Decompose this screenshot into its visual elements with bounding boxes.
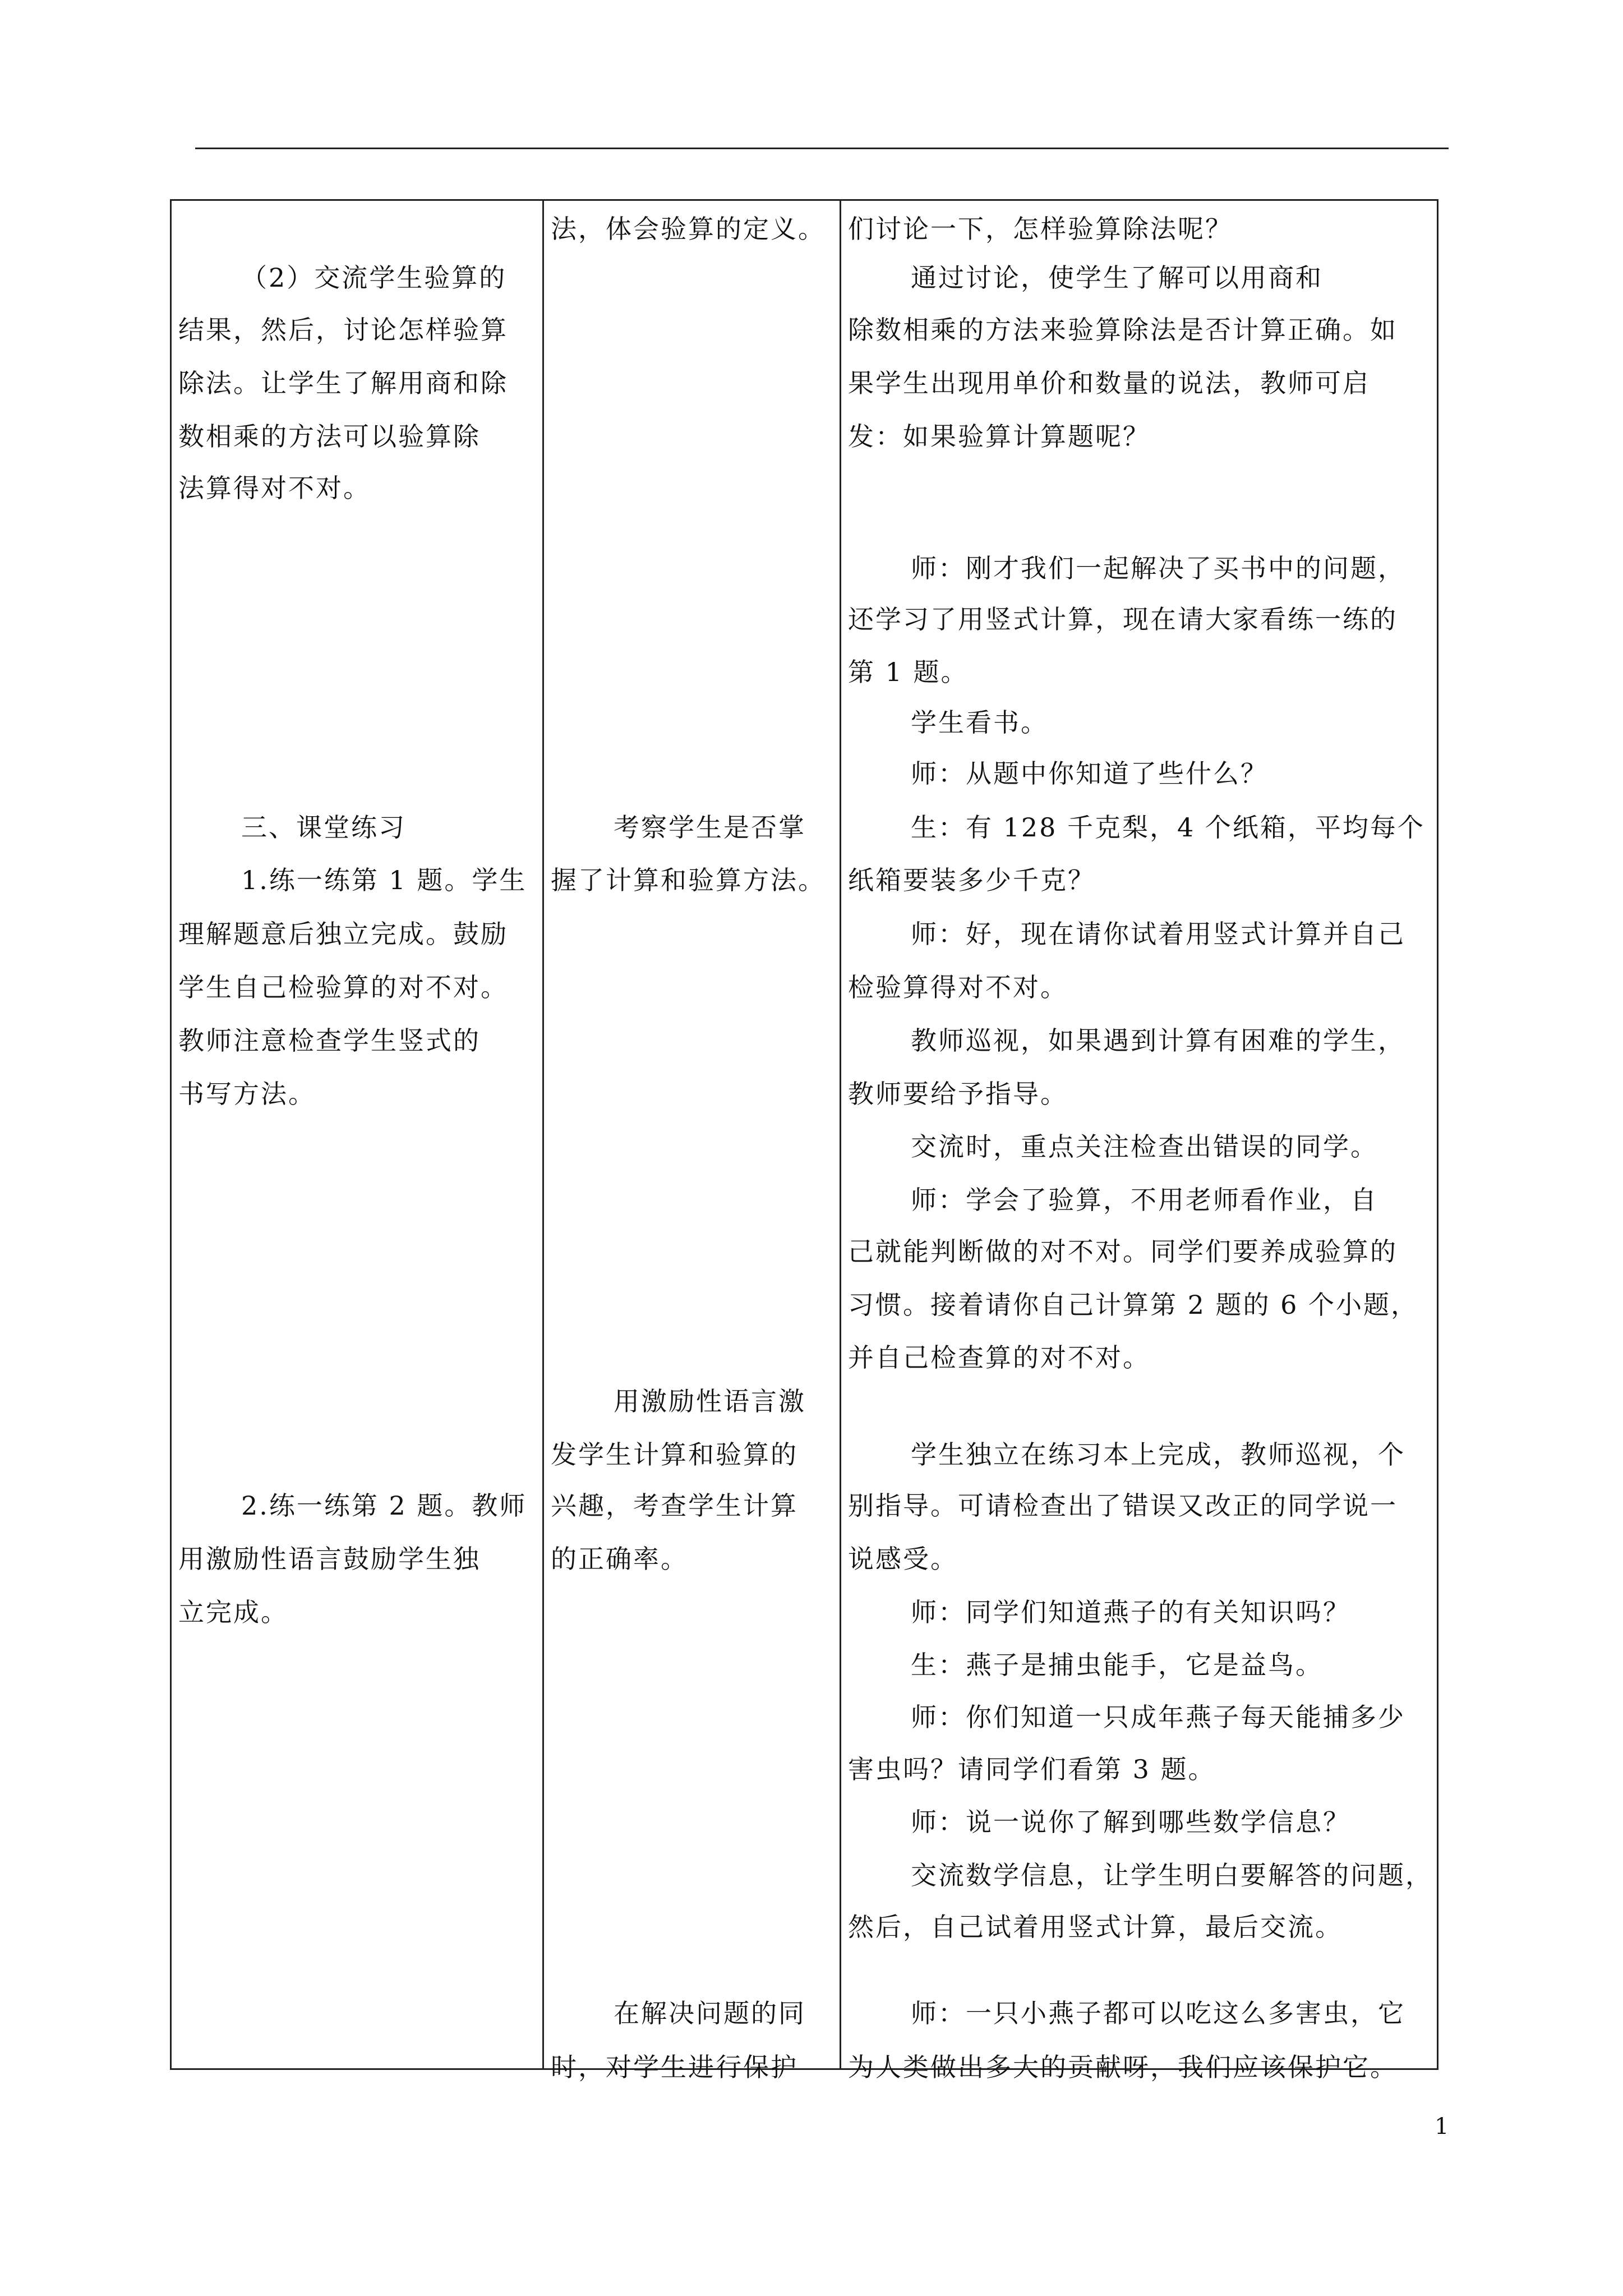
text-line: 害虫吗？请同学们看第 3 题。 xyxy=(848,1754,1216,1784)
text-line: 然后，自己试着用竖式计算，最后交流。 xyxy=(848,1912,1343,1942)
text-line: 果学生出现用单价和数量的说法，教师可启 xyxy=(848,368,1370,398)
text-line: 交流数学信息，让学生明白要解答的问题， xyxy=(911,1860,1433,1890)
text-line: 生：有 128 千克梨，4 个纸箱，平均每个 xyxy=(911,812,1425,843)
text-line: 1.练一练第 1 题。学生 xyxy=(241,865,527,895)
text-line: 通过讨论，使学生了解可以用商和 xyxy=(911,263,1323,293)
text-line: 生：燕子是捕虫能手，它是益鸟。 xyxy=(911,1650,1323,1680)
text-line: 检验算得对不对。 xyxy=(848,972,1068,1002)
text-line: 数相乘的方法可以验算除 xyxy=(178,421,481,452)
text-line: 们讨论一下，怎样验算除法呢？ xyxy=(848,214,1233,244)
section-heading: 三、课堂练习 xyxy=(241,812,406,843)
text-line: 教师注意检查学生竖式的 xyxy=(178,1025,481,1056)
text-line: 在解决问题的同 xyxy=(614,1998,806,2028)
text-line: 己就能判断做的对不对。同学们要养成验算的 xyxy=(848,1236,1398,1267)
text-line: 发学生计算和验算的 xyxy=(551,1439,798,1470)
text-line: 学生自己检验算的对不对。 xyxy=(178,972,508,1002)
text-line: 教师要给予指导。 xyxy=(848,1079,1068,1109)
text-line: 结果，然后，讨论怎样验算 xyxy=(178,315,508,345)
page-number: 1 xyxy=(1435,2114,1449,2139)
text-line: 别指导。可请检查出了错误又改正的同学说一 xyxy=(848,1490,1398,1521)
text-line: 时，对学生进行保护 xyxy=(551,2052,798,2082)
text-line: 第 1 题。 xyxy=(848,657,969,687)
text-line: 并自己检查算的对不对。 xyxy=(848,1342,1150,1373)
text-line: 学生独立在练习本上完成，教师巡视，个 xyxy=(911,1439,1405,1470)
text-line: 2.练一练第 2 题。教师 xyxy=(241,1490,527,1521)
lesson-table xyxy=(170,199,1438,2082)
text-line: 握了计算和验算方法。 xyxy=(551,865,826,895)
text-line: 还学习了用竖式计算，现在请大家看练一练的 xyxy=(848,604,1398,634)
design-intent-column xyxy=(544,201,840,2082)
text-line: 师：学会了验算，不用老师看作业，自 xyxy=(911,1185,1378,1215)
teaching-process-column xyxy=(841,201,1437,2082)
text-line: 习惯。接着请你自己计算第 2 题的 6 个小题， xyxy=(848,1290,1419,1320)
text-line: 用激励性语言激 xyxy=(614,1386,806,1416)
text-line: （2）交流学生验算的 xyxy=(241,263,507,293)
text-line: 法算得对不对。 xyxy=(178,473,371,503)
text-line: 说感受。 xyxy=(848,1544,958,1574)
header-rule xyxy=(195,148,1449,149)
text-line: 法，体会验算的定义。 xyxy=(551,214,826,244)
text-line: 考察学生是否掌 xyxy=(614,812,806,843)
text-line: 兴趣，考查学生计算 xyxy=(551,1490,798,1521)
text-line: 发：如果验算计算题呢？ xyxy=(848,421,1150,452)
text-line: 师：好，现在请你试着用竖式计算并自己 xyxy=(911,919,1405,949)
text-line: 师：你们知道一只成年燕子每天能捕多少 xyxy=(911,1702,1405,1732)
text-line: 理解题意后独立完成。鼓励 xyxy=(178,919,508,949)
text-line: 师：同学们知道燕子的有关知识吗？ xyxy=(911,1597,1350,1627)
teaching-steps-column xyxy=(172,201,542,2068)
text-line: 除法。让学生了解用商和除 xyxy=(178,368,508,398)
text-line: 学生看书。 xyxy=(911,707,1048,738)
text-line: 师：刚才我们一起解决了买书中的问题， xyxy=(911,553,1405,583)
text-line: 除数相乘的方法来验算除法是否计算正确。如 xyxy=(848,315,1398,345)
text-line: 为人类做出多大的贡献呀，我们应该保护它。 xyxy=(848,2052,1398,2082)
text-line: 师：一只小燕子都可以吃这么多害虫，它 xyxy=(911,1998,1405,2028)
text-line: 用激励性语言鼓励学生独 xyxy=(178,1544,481,1574)
text-line: 的正确率。 xyxy=(551,1544,688,1574)
text-line: 交流时，重点关注检查出错误的同学。 xyxy=(911,1131,1378,1162)
text-line: 教师巡视，如果遇到计算有困难的学生， xyxy=(911,1025,1405,1056)
text-line: 师：说一说你了解到哪些数学信息？ xyxy=(911,1807,1350,1837)
text-line: 纸箱要装多少千克？ xyxy=(848,865,1095,895)
text-line: 书写方法。 xyxy=(178,1079,316,1109)
text-line: 立完成。 xyxy=(178,1597,288,1627)
text-line: 师：从题中你知道了些什么？ xyxy=(911,758,1268,789)
